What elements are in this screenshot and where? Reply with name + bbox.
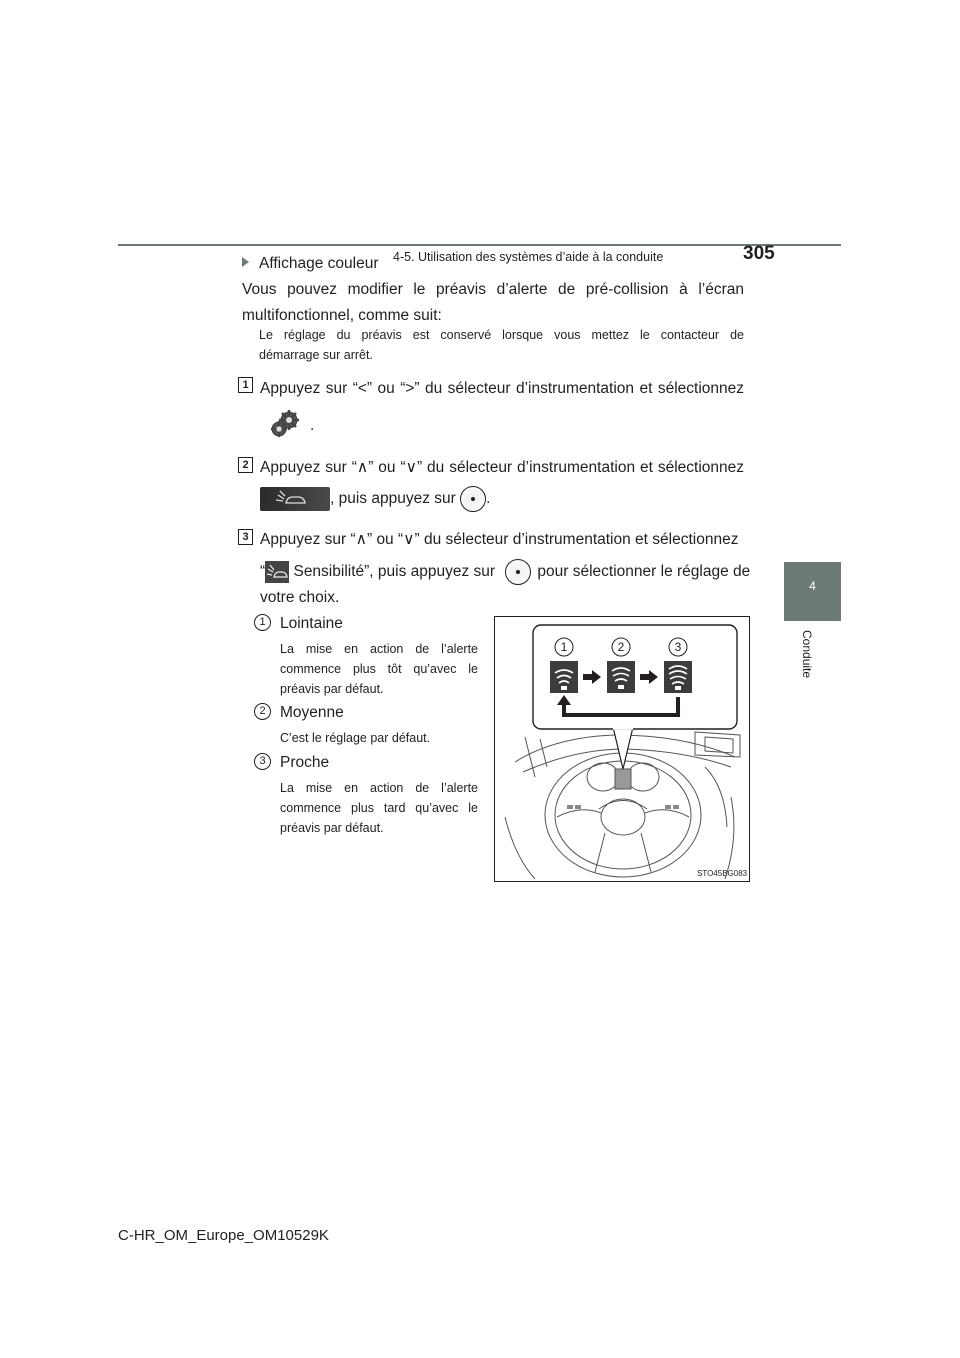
note-line-1: Le réglage du préavis est conservé lorsque vous mettez le contacteur de [259, 328, 744, 342]
step-1-suffix: . [310, 417, 315, 434]
step-1-text: Appuyez sur “<” ou “>” du sélecteur d’instrumentation et sélectionnez [260, 380, 744, 397]
sensitivity-illustration [494, 616, 750, 882]
step-2-line2: , puis appuyez sur . [260, 486, 490, 512]
sensitivity-icon-near [664, 661, 692, 693]
option-2-desc-1: C’est le réglage par défaut. [280, 731, 431, 745]
pcs-menu-icon [260, 487, 330, 511]
option-title-lointaine: Lointaine [280, 615, 343, 632]
figure-label-1: 1 [560, 640, 568, 654]
option-title-proche: Proche [280, 754, 330, 771]
step-3-text: Appuyez sur “∧” ou “∨” du sélecteur d’instrumentation et sélectionnez [260, 531, 739, 548]
intro-line-1: Vous pouvez modifier le préavis d’alerte de pré-collision à l’écran [242, 281, 744, 298]
option-3-desc-3: préavis par défaut. [280, 821, 384, 835]
sensitivity-icon-far [550, 661, 578, 693]
option-1-desc-1: La mise en action de l’alerte [280, 642, 478, 656]
option-number-3: 3 [254, 753, 271, 770]
option-number-2: 2 [254, 703, 271, 720]
document-id: C-HR_OM_Europe_OM10529K [118, 1227, 329, 1244]
intro-line-2: multifonctionnel, comme suit: [242, 307, 442, 324]
figure-label-3: 3 [674, 640, 682, 654]
step-3-line2: “ Sensibilité”, puis appuyez sur pour sélectionner le réglage de [260, 559, 750, 585]
chapter-label: Conduite [800, 630, 814, 679]
note-line-2: démarrage sur arrêt. [259, 348, 373, 362]
figure-code: STO45BG083 [697, 869, 748, 878]
chapter-number: 4 [809, 579, 816, 593]
page-number: 305 [743, 243, 775, 264]
step-number-3: 3 [238, 529, 253, 545]
ok-button-icon [460, 486, 486, 512]
step-2-text: Appuyez sur “∧” ou “∨” du sélecteur d’instrumentation et sélectionnez [260, 459, 744, 476]
option-title-moyenne: Moyenne [280, 704, 344, 721]
subsection-heading: Affichage couleur [242, 251, 379, 277]
triangle-bullet-icon [242, 257, 249, 267]
step-number-2: 2 [238, 457, 253, 473]
settings-gear-icon [268, 408, 304, 440]
step-number-1: 1 [238, 377, 253, 393]
step-3-line3: votre choix. [260, 589, 340, 606]
figure-label-2: 2 [617, 640, 625, 654]
option-1-desc-3: préavis par défaut. [280, 682, 384, 696]
option-3-desc-1: La mise en action de l’alerte [280, 781, 478, 795]
ok-button-icon [505, 559, 531, 585]
header-rule [118, 244, 841, 246]
section-title: 4-5. Utilisation des systèmes d’aide à la conduite [393, 250, 664, 264]
pcs-sensitivity-icon [265, 561, 289, 583]
sensitivity-icon-medium [607, 661, 635, 693]
option-number-1: 1 [254, 614, 271, 631]
option-3-desc-2: commence plus tard qu’avec le [280, 801, 478, 815]
option-1-desc-2: commence plus tôt qu’avec le [280, 662, 478, 676]
